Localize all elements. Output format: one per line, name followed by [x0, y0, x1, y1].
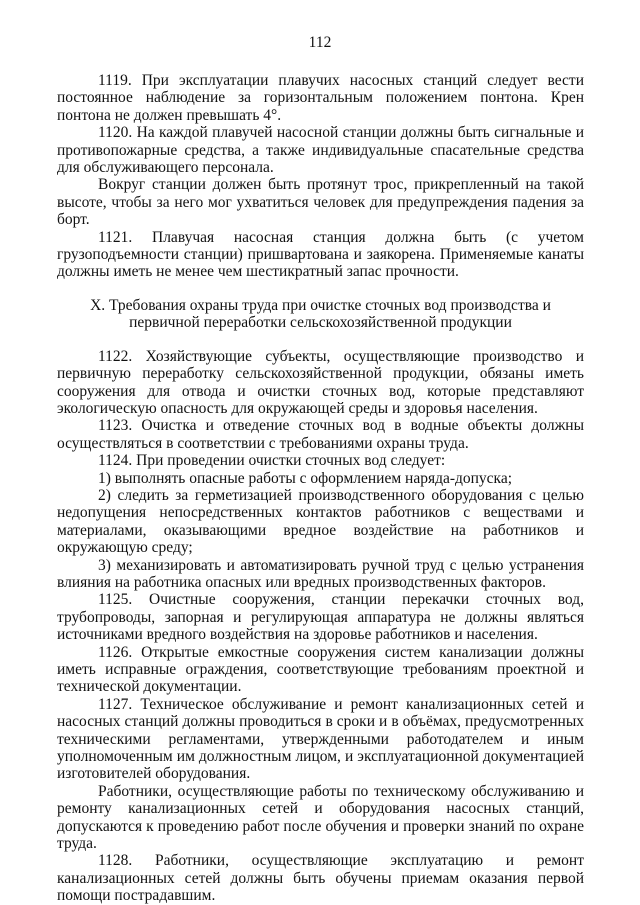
paragraph-1127: 1127. Техническое обслуживание и ремонт канализационных сетей и насосных станций должны проводиться в сроки и в объёмах, предусмотренных техническими регламентами, утвержденными работодателем и иным уполномоченным им должностным лицом, и эксплуатационной документацией изготовителей оборудования.	[57, 695, 584, 783]
paragraph-1124: 1124. При проведении очистки сточных вод следует:	[98, 452, 446, 470]
paragraph-1122: 1122. Хозяйствующие субъекты, осуществляющие производство и первичную переработку сельскохозяйственной продукции, обязаны иметь сооружения для отвода и очистки сточных вод, которые представляют экологическую опасность для окружающей среды и здоровья населения.	[57, 347, 584, 417]
list-item-3: 3) механизировать и автоматизировать ручной труд с целью устранения влияния на работника опасных или вредных производственных факторов.	[57, 556, 584, 591]
paragraph-workers: Работники, осуществляющие работы по техническому обслуживанию и ремонту канализационных сетей и оборудования насосных станций, допускаются к проведению работ после обучения и проверки знаний по охране труда.	[57, 782, 584, 853]
page-number: 112	[308, 34, 332, 51]
paragraph-1121: 1121. Плавучая насосная станция должна быть (с учетом грузоподъемности станции) пришвартована и заякорена. Применяемые канаты должны иметь не менее чем шестикратный запас прочности.	[57, 228, 584, 281]
list-item-1: 1) выполнять опасные работы с оформлением наряда-допуска;	[98, 469, 513, 487]
paragraph-1128: 1128. Работники, осуществляющие эксплуатацию и ремонт канализационных сетей должны быть обучены приемам оказания первой помощи пострадавшим.	[57, 852, 584, 905]
paragraph-1123: 1123. Очистка и отведение сточных вод в водные объекты должны осуществляться в соответствии с требованиями охраны труда.	[57, 417, 584, 452]
document-body	[57, 72, 584, 905]
paragraph-rope: Вокруг станции должен быть протянут трос, прикрепленный на такой высоте, чтобы за него мог ухватиться человек для предупреждения падения за борт.	[57, 176, 584, 229]
paragraph-1126: 1126. Открытые емкостные сооружения систем канализации должны иметь исправные ограждения, соответствующие требованиям проектной и технической документации.	[57, 643, 584, 696]
section-heading: X. Требования охраны труда при очистке сточных вод производства и первичной переработки сельскохозяйственной продукции	[90, 296, 551, 332]
paragraph-1125: 1125. Очистные сооружения, станции перекачки сточных вод, трубопроводы, запорная и регулирующая аппаратура не должны являться источниками вредного воздействия на здоровье работников и населения.	[57, 591, 584, 644]
paragraph-1119: 1119. При эксплуатации плавучих насосных станций следует вести постоянное наблюдение за горизонтальным положением понтона. Крен понтона не должен превышать 4°.	[57, 72, 584, 124]
paragraph-1120: 1120. На каждой плавучей насосной станции должны быть сигнальные и противопожарные средства, а также индивидуальные спасательные средства для обслуживающего персонала.	[57, 124, 584, 177]
list-item-2: 2) следить за герметизацией производственного оборудования с целью недопущения непосредственных контактов работников с веществами и материалами, оказывающими вредное воздействие на работников и окружающую среду;	[57, 486, 584, 557]
